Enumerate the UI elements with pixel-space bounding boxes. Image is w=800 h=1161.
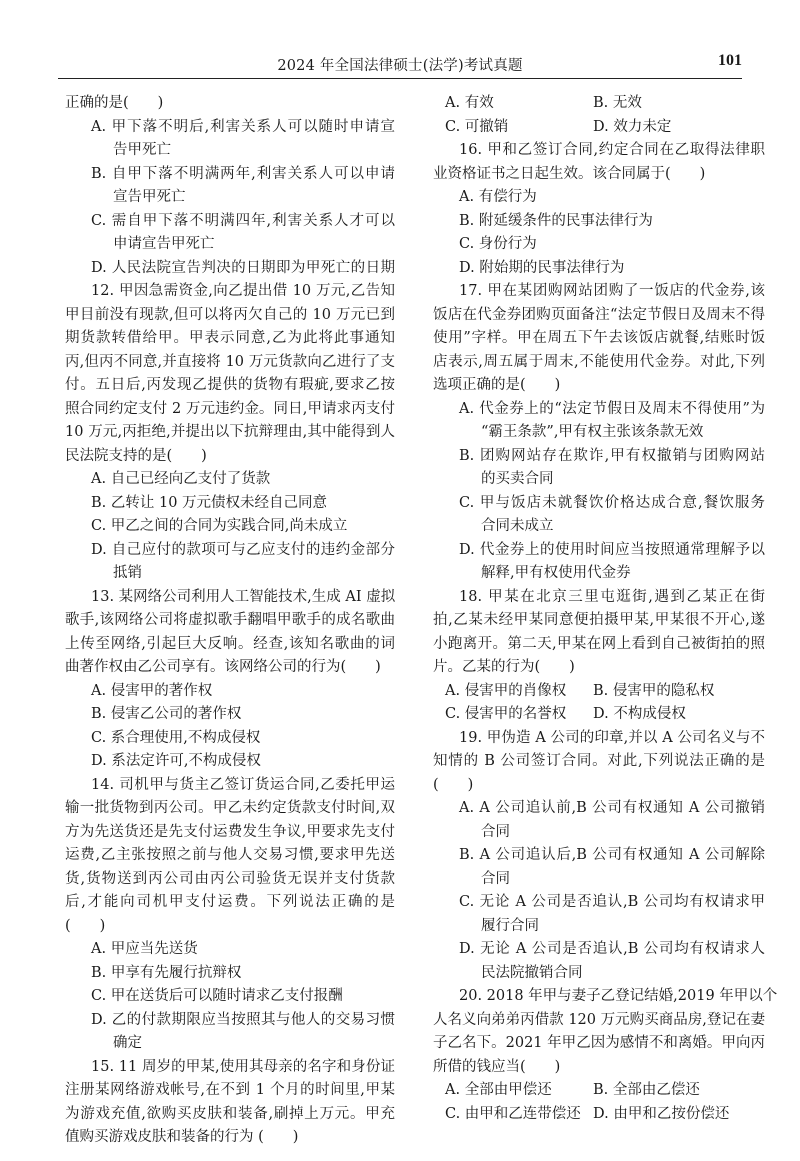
text-line: 为游戏充值,欲购买皮肤和装备,刷掉上万元。甲充 <box>65 1105 395 1122</box>
text-line: 值购买游戏皮肤和装备的行为 ( ) <box>65 1129 299 1145</box>
option-line: 抵销 <box>113 565 142 581</box>
option-row <box>433 1103 765 1127</box>
text-line: 业资格证书之日起生效。该合同属于( ) <box>433 165 706 182</box>
option-line: 合同 <box>481 823 510 840</box>
question-line: 13. 某网络公司利用人工智能技术,生成 AI 虚拟 <box>91 588 396 605</box>
text-line: 上传至网络,引起巨大反响。经查,该知名歌曲的词 <box>65 635 395 652</box>
text-line: 注册某网络游戏帐号,在不到 1 个月的时间里,甲某 <box>65 1082 395 1098</box>
option-line: A. 代金券上的“法定节假日及周末不得使用”为 <box>459 400 765 417</box>
option-line: 的买卖合同 <box>481 471 554 487</box>
option-b: B. 侵害甲的隐私权 <box>593 682 715 699</box>
option-line: D. 人民法院宣告判决的日期即为甲死亡的日期 <box>91 259 395 276</box>
option-line: 申请宣告甲死亡 <box>113 236 215 252</box>
option-line: D. 附始期的民事法律行为 <box>459 259 625 276</box>
text-line: 曲著作权由乙公司享有。该网络公司的行为( ) <box>65 659 381 675</box>
text-line: 所借的钱应当( ) <box>433 1058 561 1075</box>
text-line: 店表示,周五属于周末,不能使用代金券。对此,下列 <box>433 353 765 370</box>
option-line: A. A 公司追认前,B 公司有权通知 A 公司撤销 <box>459 800 765 816</box>
question-line: 15. 11 周岁的甲某,使用其母亲的名字和身份证 <box>91 1058 395 1075</box>
option-d: D. 效力未定 <box>593 118 672 135</box>
option-line: B. A 公司追认后,B 公司有权通知 A 公司解除 <box>459 847 765 863</box>
question-line: 20. 2018 年甲与妻子乙登记结婚,2019 年甲以个 <box>459 988 778 1004</box>
text-line: 运费,乙主张按照之前与他人交易习惯,要求甲先送 <box>65 847 395 863</box>
option-line: C. 甲在送货后可以随时请求乙支付报酬 <box>91 988 343 1004</box>
text-line: 小跑离开。第二天,甲某在网上看到自己被街拍的照 <box>433 635 765 652</box>
option-line: C. 需自甲下落不明满四年,利害关系人才可以 <box>91 212 395 229</box>
text-line: 子乙名下。2021 年甲乙因为感情不和离婚。甲向丙 <box>433 1035 765 1051</box>
text-line: 期货款转借给甲。甲表示同意,乙为此将此事通知 <box>65 330 395 346</box>
question-line: 16. 甲和乙签订合同,约定合同在乙取得法律职 <box>459 142 765 158</box>
text-line: 饭店在代金券团购页面备注“法定节假日及周末不得 <box>433 306 765 323</box>
option-line: 合同未成立 <box>481 518 554 534</box>
question-line: 17. 甲在某团购网站团购了一饭店的代金券,该 <box>459 283 765 299</box>
option-line: B. 乙转让 10 万元债权未经自己同意 <box>91 494 328 511</box>
option-line: A. 甲应当先送货 <box>91 941 198 957</box>
question-line: 12. 甲因急需资金,向乙提出借 10 万元,乙告知 <box>91 283 395 299</box>
text-line: 丙,但丙不同意,并直接将 10 万元货款向乙进行了支 <box>65 353 395 370</box>
page-number: 101 <box>718 52 742 69</box>
text-line: 使用”字样。甲在周五下午去该饭店就餐,结账时饭 <box>433 330 765 346</box>
option-line: A. 自己已经向乙支付了货款 <box>91 471 271 487</box>
option-line: “霸王条款”,甲有权主张该条款无效 <box>481 424 704 440</box>
text-line: ( ) <box>65 917 106 934</box>
option-line: D. 代金券上的使用时间应当按照通常理解予以 <box>459 541 765 558</box>
option-row <box>433 92 765 116</box>
question-line: 18. 甲某在北京三里屯逛街,遇到乙某正在街 <box>459 588 765 605</box>
option-line: D. 自己应付的款项可与乙应支付的违约金部分 <box>91 541 395 558</box>
option-d: D. 由甲和乙按份偿还 <box>593 1105 730 1122</box>
text-line: 拍,乙某未经甲某同意便拍摄甲某,甲某很不开心,遂 <box>433 612 765 628</box>
option-a: A. 有效 <box>445 95 494 111</box>
option-line: D. 系法定许可,不构成侵权 <box>91 753 261 769</box>
option-line: A. 甲下落不明后,利害关系人可以随时申请宣 <box>91 118 395 135</box>
option-line: D. 无论 A 公司是否追认,B 公司均有权请求人 <box>459 941 765 957</box>
option-line: B. 甲享有先履行抗辩权 <box>91 964 242 981</box>
option-line: 确定 <box>113 1035 142 1051</box>
option-line: B. 附延缓条件的民事法律行为 <box>459 212 653 229</box>
option-line: C. 无论 A 公司是否追认,B 公司均有权请求甲 <box>459 894 765 910</box>
text-line: 输一批货物到丙公司。甲乙未约定货款支付时间,双 <box>65 800 395 816</box>
option-row <box>433 1079 765 1103</box>
option-line: C. 系合理使用,不构成侵权 <box>91 729 261 746</box>
header-title: 2024 年全国法律硕士(法学)考试真题 <box>277 58 523 74</box>
text-line: 后,才能向司机甲支付运费。下列说法正确的是 <box>65 894 395 910</box>
option-line: 合同 <box>481 870 510 887</box>
option-line: C. 身份行为 <box>459 236 537 252</box>
option-line: B. 侵害乙公司的著作权 <box>91 706 242 722</box>
option-a: A. 全部由甲偿还 <box>445 1082 552 1098</box>
option-c: C. 侵害甲的名誉权 <box>445 706 567 722</box>
text-line: 10 万元,丙拒绝,并提出以下抗辩理由,其中能得到人 <box>65 424 395 440</box>
right-column <box>433 92 778 1126</box>
text-line: 知情的 B 公司签订合同。对此,下列说法正确的是 <box>433 753 765 769</box>
text-line: 人名义向弟弟丙借款 120 万元购买商品房,登记在妻 <box>433 1011 765 1028</box>
option-line: B. 团购网站存在欺诈,甲有权撤销与团购网站 <box>459 447 765 464</box>
option-b: B. 无效 <box>593 95 642 111</box>
option-line: B. 自甲下落不明满两年,利害关系人可以申请 <box>91 165 395 182</box>
option-line: C. 甲与饭店未就餐饮价格达成合意,餐饮服务 <box>459 494 765 511</box>
option-line: D. 乙的付款期限应当按照其与他人的交易习惯 <box>91 1011 395 1028</box>
option-line: 告甲死亡 <box>113 142 171 158</box>
option-row <box>433 116 765 140</box>
option-c: C. 由甲和乙连带偿还 <box>445 1105 581 1122</box>
option-a: A. 侵害甲的肖像权 <box>445 682 567 699</box>
text-line: 正确的是( ) <box>65 95 164 111</box>
option-line: 民法院撤销合同 <box>481 964 583 981</box>
text-line: 货,货物送到丙公司由丙公司验货无误并支付货款 <box>65 870 395 887</box>
option-row <box>433 680 765 704</box>
option-line: 解释,甲有权使用代金券 <box>481 565 631 581</box>
text-line: 选项正确的是( ) <box>433 377 561 393</box>
option-line: C. 甲乙之间的合同为实践合同,尚未成立 <box>91 518 348 534</box>
option-line: A. 侵害甲的著作权 <box>91 682 213 699</box>
text-line: 方为先送货还是先支付运费发生争议,甲要求先支付 <box>65 823 395 840</box>
text-line: 照合同约定支付 2 万元违约金。同日,甲请求丙支付 <box>65 400 395 417</box>
option-b: B. 全部由乙偿还 <box>593 1082 700 1098</box>
option-d: D. 不构成侵权 <box>593 706 686 722</box>
text-line: 民法院支持的是( ) <box>65 447 207 464</box>
text-line: 歌手,该网络公司将虚拟歌手翻唱甲歌手的成名歌曲 <box>65 612 395 628</box>
option-line: 宣告甲死亡 <box>113 189 186 205</box>
option-row <box>433 703 765 727</box>
question-line: 19. 甲伪造 A 公司的印章,并以 A 公司名义与不 <box>459 729 765 746</box>
left-column <box>65 92 395 1150</box>
text-line: 甲目前没有现款,但可以将丙欠自己的 10 万元已到 <box>65 306 395 323</box>
text-line: 付。五日后,丙发现乙提供的货物有瑕疵,要求乙按 <box>65 377 395 393</box>
text-line: 片。乙某的行为( ) <box>433 659 575 675</box>
question-line: 14. 司机甲与货主乙签订货运合同,乙委托甲运 <box>91 776 395 793</box>
option-line: A. 有偿行为 <box>459 189 537 205</box>
option-line: 履行合同 <box>481 917 539 934</box>
option-c: C. 可撤销 <box>445 118 509 135</box>
text-line: ( ) <box>433 776 474 793</box>
running-header <box>58 50 742 79</box>
